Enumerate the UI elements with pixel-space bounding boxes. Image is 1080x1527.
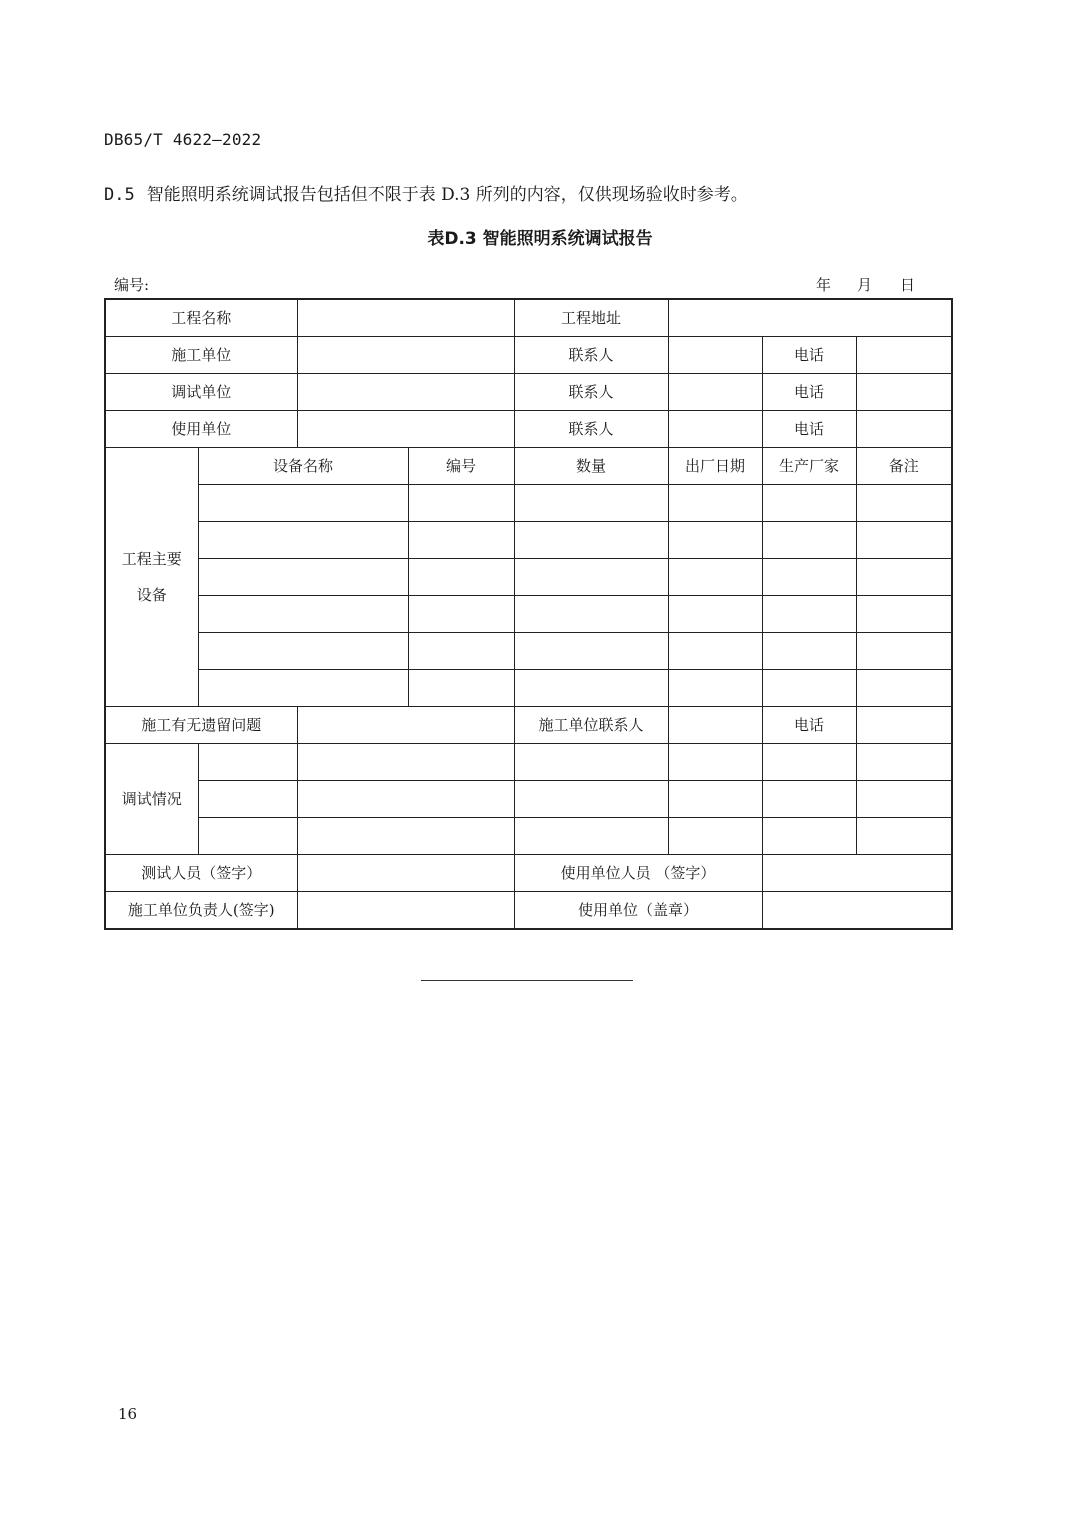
phone-value[interactable] [856,707,952,744]
debug-status-label: 调试情况 [105,744,198,855]
phone-label: 电话 [762,374,856,411]
project-address-value[interactable] [668,299,952,337]
table-row [105,744,952,781]
equipment-section-line2: 设备 [136,586,167,604]
date-fields [816,274,915,295]
equipment-date-header: 出厂日期 [668,448,762,485]
user-unit-label: 使用单位 [105,411,297,448]
equipment-name-header: 设备名称 [198,448,408,485]
table-cell[interactable] [408,559,514,596]
user-staff-sign-label: 使用单位人员 （签字） [514,855,762,892]
table-row [105,485,952,522]
contact-label: 联系人 [514,337,668,374]
table-cell[interactable] [198,670,408,707]
contact-label: 联系人 [514,411,668,448]
debug-unit-label: 调试单位 [105,374,297,411]
clause-d5 [104,180,748,205]
table-cell[interactable] [856,522,952,559]
phone-label: 电话 [762,337,856,374]
table-row [105,707,952,744]
equipment-remarks-header: 备注 [856,448,952,485]
user-unit-seal-label: 使用单位（盖章） [514,892,762,930]
phone-value[interactable] [856,337,952,374]
table-row [105,596,952,633]
equipment-manufacturer-header: 生产厂家 [762,448,856,485]
table-cell[interactable] [762,633,856,670]
table-row [105,855,952,892]
table-cell[interactable] [762,744,856,781]
contact-value[interactable] [668,337,762,374]
table-cell[interactable] [762,522,856,559]
phone-value[interactable] [856,411,952,448]
construction-unit-label: 施工单位 [105,337,297,374]
table-cell[interactable] [297,818,514,855]
clause-number: D.5 [104,185,135,205]
equipment-quantity-header: 数量 [514,448,668,485]
table-cell[interactable] [668,596,762,633]
table-cell[interactable] [762,485,856,522]
table-cell[interactable] [668,781,762,818]
table-cell[interactable] [856,670,952,707]
debug-unit-value[interactable] [297,374,514,411]
table-cell[interactable] [297,744,514,781]
end-of-standard-rule [421,980,633,981]
remaining-issues-label: 施工有无遗留问题 [105,707,297,744]
table-cell[interactable] [514,818,668,855]
table-row [105,522,952,559]
table-cell[interactable] [668,485,762,522]
table-cell[interactable] [762,559,856,596]
table-cell[interactable] [668,670,762,707]
serial-number-label: 编号: [114,276,150,294]
table-cell[interactable] [198,744,297,781]
table-cell[interactable] [408,670,514,707]
table-cell[interactable] [762,670,856,707]
table-cell[interactable] [762,596,856,633]
contact-label: 联系人 [514,374,668,411]
user-unit-value[interactable] [297,411,514,448]
table-cell[interactable] [668,522,762,559]
table-cell[interactable] [514,596,668,633]
table-row [105,299,952,337]
table-cell[interactable] [408,596,514,633]
phone-value[interactable] [856,374,952,411]
construction-lead-sign-value[interactable] [297,892,514,930]
table-cell[interactable] [762,818,856,855]
table-cell[interactable] [668,633,762,670]
user-staff-sign-value[interactable] [762,855,952,892]
day-label: 日 [900,276,916,294]
table-cell[interactable] [408,522,514,559]
phone-label: 电话 [762,707,856,744]
clause-text: 智能照明系统调试报告包括但不限于表 D.3 所列的内容，仅供现场验收时参考。 [146,185,748,205]
table-row [105,892,952,930]
phone-label: 电话 [762,411,856,448]
table-cell[interactable] [514,559,668,596]
equipment-number-header: 编号 [408,448,514,485]
table-row [105,633,952,670]
table-cell[interactable] [514,633,668,670]
table-cell[interactable] [856,559,952,596]
table-cell[interactable] [514,781,668,818]
month-label: 月 [857,276,873,294]
table-cell[interactable] [198,522,408,559]
equipment-section-label [105,448,198,707]
table-row [105,337,952,374]
table-cell[interactable] [198,485,408,522]
remaining-issues-value[interactable] [297,707,514,744]
table-cell[interactable] [856,744,952,781]
table-row [105,670,952,707]
table-cell[interactable] [668,559,762,596]
table-cell[interactable] [198,596,408,633]
table-cell[interactable] [198,559,408,596]
table-cell[interactable] [856,596,952,633]
table-row [105,374,952,411]
table-cell[interactable] [668,744,762,781]
table-row [105,448,952,485]
construction-unit-value[interactable] [297,337,514,374]
construction-lead-sign-label: 施工单位负责人(签字) [105,892,297,930]
equipment-section-line1: 工程主要 [121,550,182,568]
project-address-label: 工程地址 [514,299,668,337]
table-cell[interactable] [514,744,668,781]
tester-sign-value[interactable] [297,855,514,892]
table-cell[interactable] [198,633,408,670]
table-cell[interactable] [408,485,514,522]
table-title: 表D.3 智能照明系统调试报告 [427,229,653,249]
construction-contact-value[interactable] [668,707,762,744]
project-name-value[interactable] [297,299,514,337]
table-row [105,818,952,855]
table-cell[interactable] [856,818,952,855]
table-cell[interactable] [514,485,668,522]
table-cell[interactable] [514,522,668,559]
table-row [105,781,952,818]
table-row [105,559,952,596]
table-cell[interactable] [297,781,514,818]
table-cell[interactable] [198,781,297,818]
contact-value[interactable] [668,374,762,411]
table-cell[interactable] [198,818,297,855]
page-number: 16 [118,1405,138,1423]
year-label: 年 [816,276,832,294]
user-unit-seal-value[interactable] [762,892,952,930]
project-name-label: 工程名称 [105,299,297,337]
table-row [105,411,952,448]
construction-contact-label: 施工单位联系人 [514,707,668,744]
table-cell[interactable] [856,633,952,670]
tester-sign-label: 测试人员（签字） [105,855,297,892]
table-cell[interactable] [668,818,762,855]
table-cell[interactable] [408,633,514,670]
table-cell[interactable] [856,485,952,522]
contact-value[interactable] [668,411,762,448]
debug-report-table [104,298,953,930]
table-cell[interactable] [856,781,952,818]
table-cell[interactable] [514,670,668,707]
table-cell[interactable] [762,781,856,818]
standard-code: DB65/T 4622—2022 [104,130,262,149]
